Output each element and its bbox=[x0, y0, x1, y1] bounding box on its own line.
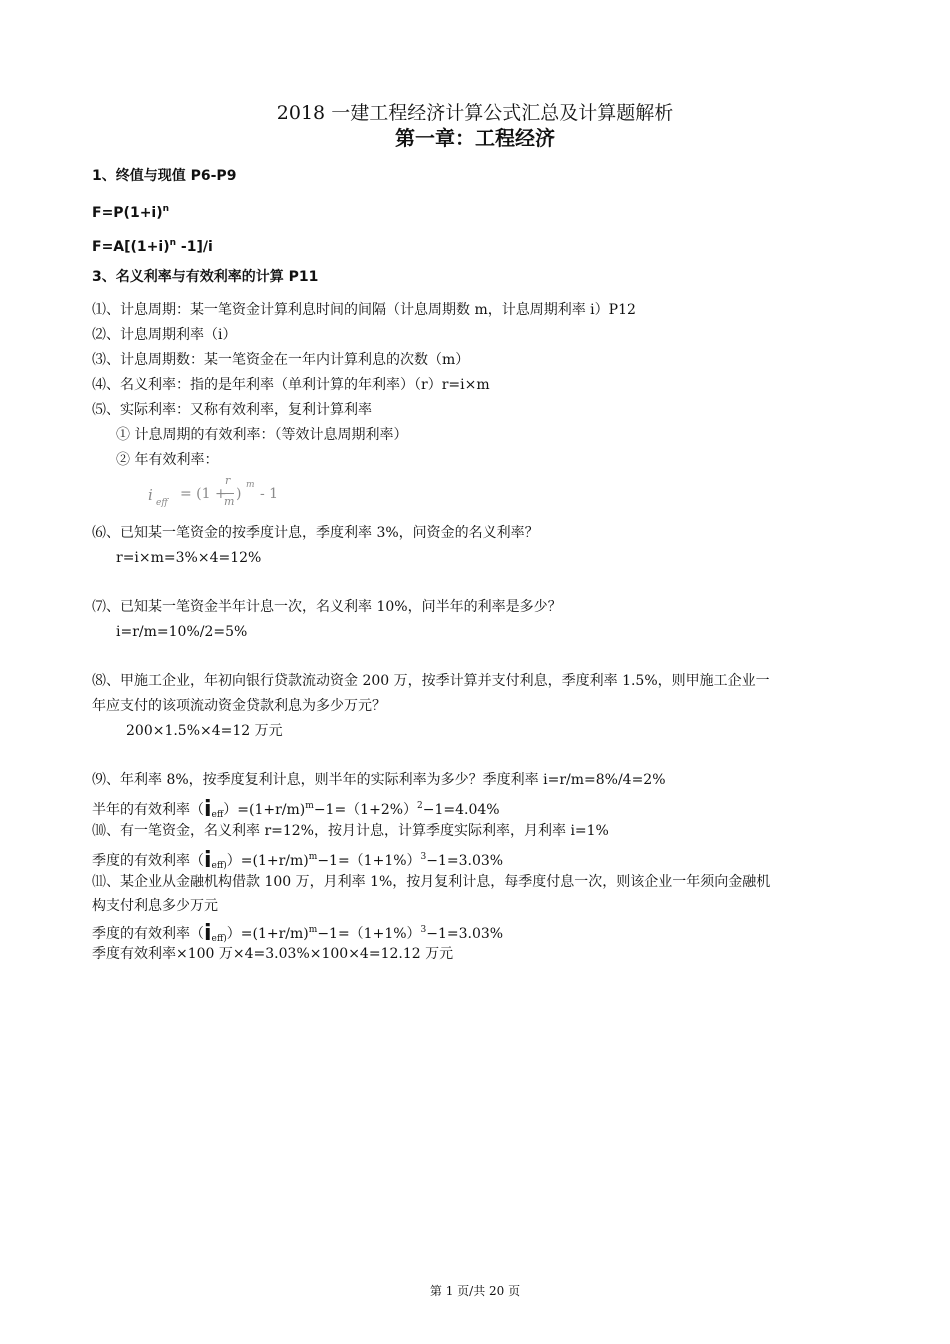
question-8-line-2: 年应支付的该项流动资金贷款利息为多少万元？ bbox=[92, 698, 386, 714]
answer-10: 季度的有效利率$(i_{eff)})=(1+r/m)^m-1=(1+1\%)^3-1=3.03\%$ bbox=[92, 848, 504, 873]
formula-numerator: r bbox=[225, 474, 231, 487]
formula-tail: - 1 bbox=[260, 486, 279, 502]
definition-line-2: ⑵、计息周期利率（i） bbox=[92, 327, 237, 343]
definition-line-5a: ① 计息周期的有效利率：（等效计息周期利率） bbox=[116, 427, 408, 443]
formula-annuity-future-value: $F=A[(1+i)^n$ -1]/i bbox=[92, 238, 213, 255]
formula-eq: = (1 + bbox=[180, 486, 227, 502]
answer-9: 半年的有效利率$(i_{eff})=(1+r/m)^m-1=(1+2\%)^2-1=4.04\%$ bbox=[92, 797, 500, 822]
definition-line-5: ⑸、实际利率：又称有效利率，复利计算利率 bbox=[92, 402, 372, 418]
formula-close: ) bbox=[236, 486, 242, 502]
question-8-line-1: ⑻、甲施工企业，年初向银行贷款流动资金 200 万，按季计算并支付利息，季度利率 1.5%，则甲施工企业一 bbox=[92, 673, 770, 689]
annual-effective-rate-formula bbox=[148, 476, 308, 516]
question-11-line-2: 构支付利息多少万元 bbox=[92, 898, 218, 914]
question-11-line-1: ⑾、某企业从金融机构借款 100 万，月利率 1%，按月复利计息，每季度付息一次，则该企业一年须向金融机 bbox=[92, 874, 771, 890]
page-footer: 第 1 页/共 20 页 bbox=[429, 1284, 521, 1298]
answer-11: 季度的有效利率$(i_{eff)})=(1+r/m)^m-1=(1+1\%)^3-1=3.03\%$ bbox=[92, 921, 504, 946]
answer-11-total: 季度有效利率×100 万×4=3.03%×100×4=12.12 万元 bbox=[92, 946, 454, 962]
question-6: ⑹、已知某一笔资金的按季度计息，季度利率 3%，问资金的名义利率？ bbox=[92, 525, 539, 541]
definition-line-4: ⑷、名义利率：指的是年利率（单利计算的年利率）（r）r=i×m bbox=[92, 377, 490, 393]
definition-line-1: ⑴、计息周期：某一笔资金计算利息时间的间隔（计息周期数 m，计息周期利率 i）P12 bbox=[92, 302, 636, 318]
chapter-title: 第一章：工程经济 bbox=[395, 126, 555, 150]
answer-6: r=i×m=3%×4=12% bbox=[116, 550, 262, 566]
document-title: 2018 一建工程经济计算公式汇总及计算题解析 bbox=[276, 102, 674, 124]
formula-denominator: m bbox=[224, 495, 235, 508]
section-heading-3: 3、名义利率与有效利率的计算 P11 bbox=[92, 269, 319, 285]
formula-i: i bbox=[148, 486, 153, 504]
question-9: ⑼、年利率 8%，按季度复利计息，则半年的实际利率为多少？季度利率 i=r/m=8%/4=2% bbox=[92, 772, 666, 788]
formula-sub: eff bbox=[156, 498, 168, 508]
formula-exponent: m bbox=[246, 480, 255, 490]
answer-8: 200×1.5%×4=12 万元 bbox=[126, 723, 283, 739]
answer-7: i=r/m=10%/2=5% bbox=[116, 624, 248, 640]
section-heading-1: 1、终值与现值 P6-P9 bbox=[92, 168, 237, 184]
question-10: ⑽、有一笔资金，名义利率 r=12%，按月计息，计算季度实际利率，月利率 i=1% bbox=[92, 823, 609, 839]
question-7: ⑺、已知某一笔资金半年计息一次，名义利率 10%，问半年的利率是多少？ bbox=[92, 599, 562, 615]
formula-future-value: $F=P(1+i)^n$ bbox=[92, 204, 170, 221]
formula-fraction-bar bbox=[222, 493, 234, 494]
definition-line-5b: ② 年有效利率： bbox=[116, 452, 219, 468]
definition-line-3: ⑶、计息周期数：某一笔资金在一年内计算利息的次数（m） bbox=[92, 352, 470, 368]
